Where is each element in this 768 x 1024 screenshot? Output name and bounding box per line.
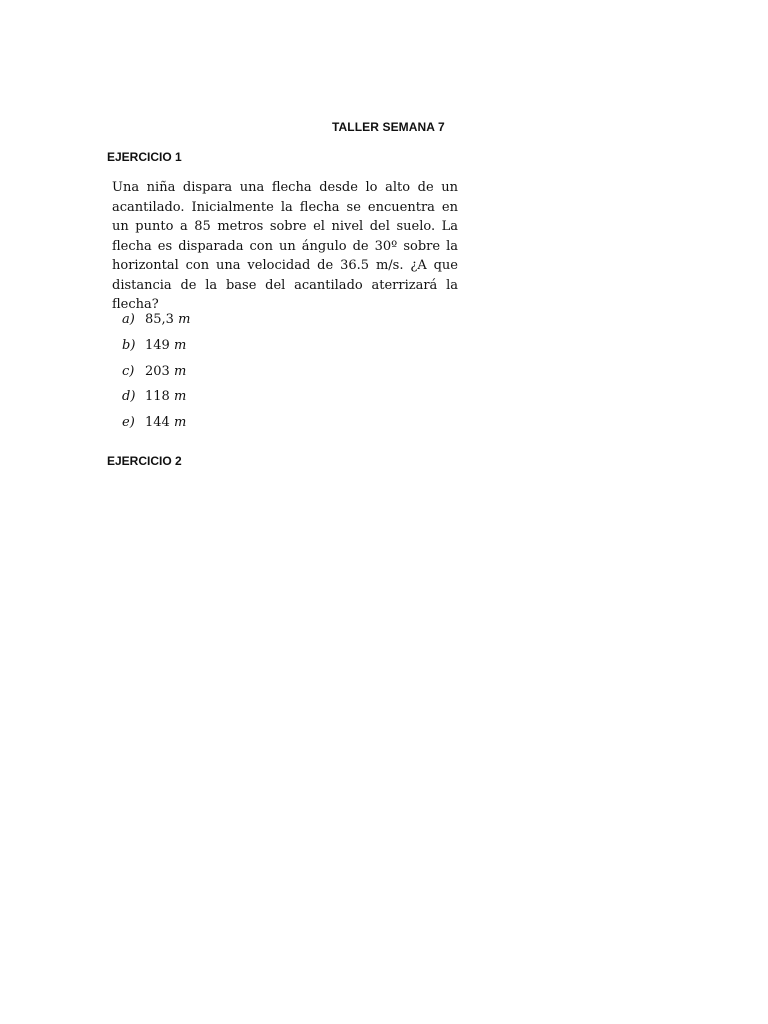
option-unit: m xyxy=(173,337,187,353)
option-letter: b) xyxy=(122,337,136,353)
option-value: 203 xyxy=(145,363,170,379)
answer-option xyxy=(122,336,190,362)
option-unit: m xyxy=(173,363,187,379)
option-unit: m xyxy=(178,312,191,327)
answer-option xyxy=(122,413,190,439)
answer-option xyxy=(122,362,190,388)
answer-option xyxy=(122,310,190,336)
option-value: 149 xyxy=(145,337,170,353)
option-letter: c) xyxy=(122,363,135,379)
exercise-2-heading: EJERCICIO 2 xyxy=(107,454,182,468)
document-title: TALLER SEMANA 7 xyxy=(332,120,445,134)
option-letter: d) xyxy=(122,389,136,405)
option-value: 144 xyxy=(145,415,170,431)
answer-option xyxy=(122,387,190,413)
option-letter: a) xyxy=(122,312,135,327)
option-value: 118 xyxy=(145,389,170,405)
option-letter: e) xyxy=(122,415,135,431)
answer-options-list xyxy=(122,310,190,439)
exercise-1-heading: EJERCICIO 1 xyxy=(107,150,182,164)
exercise-1-statement: Una niña dispara una flecha desde lo alto de un acantilado. Inicialmente la flecha se encuentra en un punto a 85 metros sobre el nivel del suelo. La flecha es disparada con un ángulo de 30º sobre la horizontal con una velocidad de 36.5 m/s. ¿A que distancia de la base del acantilado aterrizará la flecha? xyxy=(112,180,458,312)
option-unit: m xyxy=(173,415,187,431)
option-value: 85,3 xyxy=(145,312,174,327)
option-unit: m xyxy=(173,389,187,405)
